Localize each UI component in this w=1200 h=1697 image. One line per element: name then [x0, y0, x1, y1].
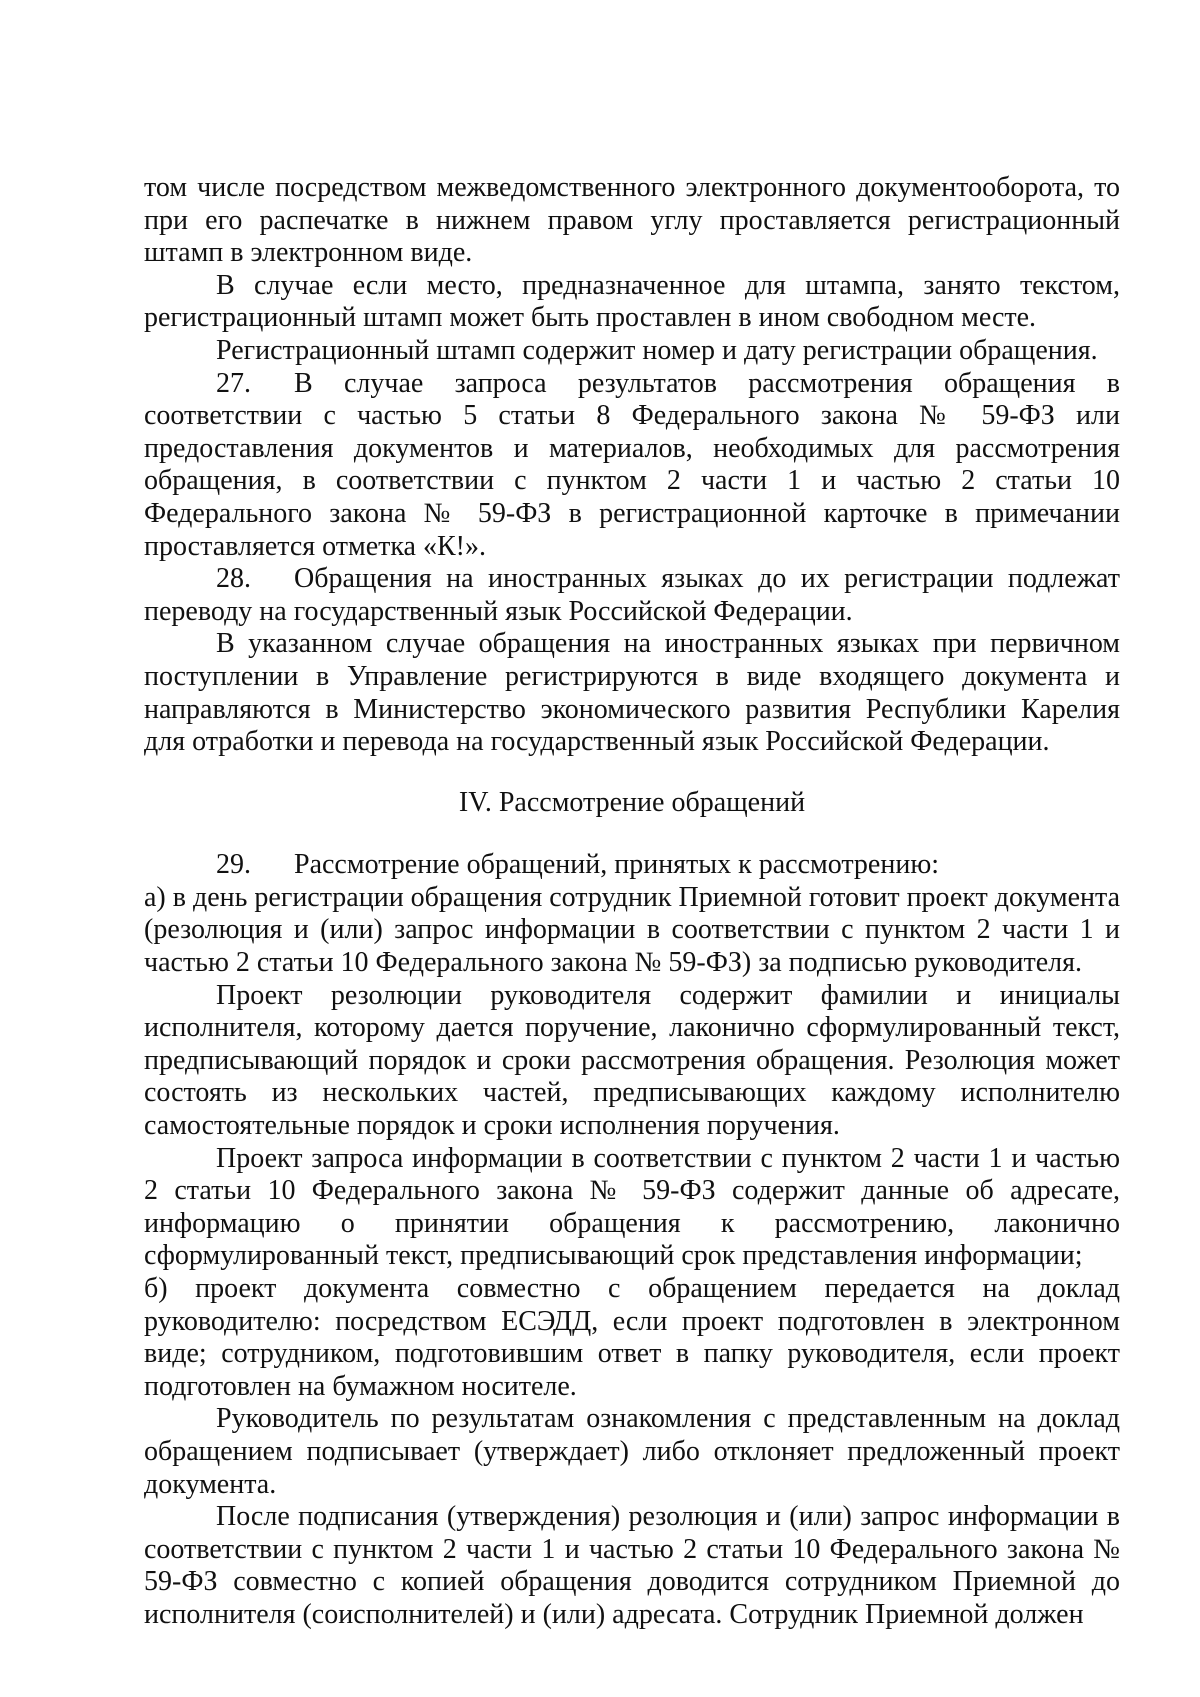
item-number: 29. [216, 849, 251, 881]
sub-item-a: а) в день регистрации обращения сотрудник Приемной готовит проект документа (резолюция и (или) запрос информации в соответствии с пунктом 2 части 1 и частью 2 статьи 10 Федерального закона № 59-ФЗ) за подписью руководителя. [144, 881, 1121, 979]
list-item-29 [144, 849, 1120, 882]
paragraph: После подписания (утверждения) резолюция и (или) запрос информации в соответствии с пунктом 2 части 1 и частью 2 статьи 10 Федерального закона № 59-ФЗ совместно с копией обращения доводится сотрудником Приемной до исполнителя (соисполнителей) и (или) адресата. Сотрудник Приемной должен [144, 1501, 1120, 1630]
paragraph: В случае если место, предназначенное для штампа, занято текстом, регистрационный штамп может быть проставлен в ином свободном месте. [144, 269, 1120, 334]
paragraph: В указанном случае обращения на иностранных языках при первичном поступлении в Управление регистрируются в виде входящего документа и направляются в Министерство экономического развития Республики Карелия для отработки и перевода на государственный язык Российской Федерации. [144, 628, 1120, 758]
document-body [144, 172, 1120, 1632]
item-number: 28. [216, 563, 251, 595]
paragraph: Проект запроса информации в соответствии с пунктом 2 части 1 и частью 2 статьи 10 Федерального закона № 59-ФЗ содержит данные об адресате, информацию о принятии обращения к рассмотрению, лаконично сформулированный текст, предписывающий срок представления информации; [144, 1142, 1120, 1272]
item-text: В случае запроса результатов рассмотрения обращения в соответствии с частью 5 статьи 8 Федерального закона № 59-ФЗ или предоставления документов и материалов, необходимых для рассмотрения обращения, в соответствии с пунктом 2 части 1 и частью 2 статьи 10 Федерального закона № 59-ФЗ в регистрационной карточке в примечании проставляется отметка «К!». [144, 367, 1120, 562]
item-text: Рассмотрение обращений, принятых к рассмотрению: [294, 849, 940, 881]
sub-item-b: б) проект документа совместно с обращением передается на доклад руководителю: посредством ЕСЭДД, если проект подготовлен в электронном виде; сотрудником, подготовившим ответ в папку руководителя, если проект подготовлен на бумажном носителе. [144, 1273, 1120, 1402]
paragraph: Руководитель по результатам ознакомления с представленным на доклад обращением подписывает (утверждает) либо отклоняет предложенный проект документа. [144, 1403, 1120, 1500]
item-text: Обращения на иностранных языках до их регистрации подлежат переводу на государственный язык Российской Федерации. [144, 563, 1120, 627]
section-heading: IV. Рассмотрение обращений [458, 786, 806, 818]
paragraph: Проект резолюции руководителя содержит фамилии и инициалы исполнителя, которому дается поручение, лаконично сформулированный текст, предписывающий порядок и сроки рассмотрения обращения. Резолюция может состоять из нескольких частей, предписывающих каждому исполнителю самостоятельные порядок и сроки исполнения поручения. [144, 979, 1120, 1142]
item-number: 27. [216, 367, 251, 399]
list-item-28 [144, 563, 1120, 628]
paragraph: Регистрационный штамп содержит номер и дату регистрации обращения. [216, 334, 1098, 366]
paragraph: том числе посредством межведомственного электронного документооборота, то при его распечатке в нижнем правом углу проставляется регистрационный штамп в электронном виде. [144, 172, 1120, 269]
list-item-27 [144, 368, 1120, 564]
